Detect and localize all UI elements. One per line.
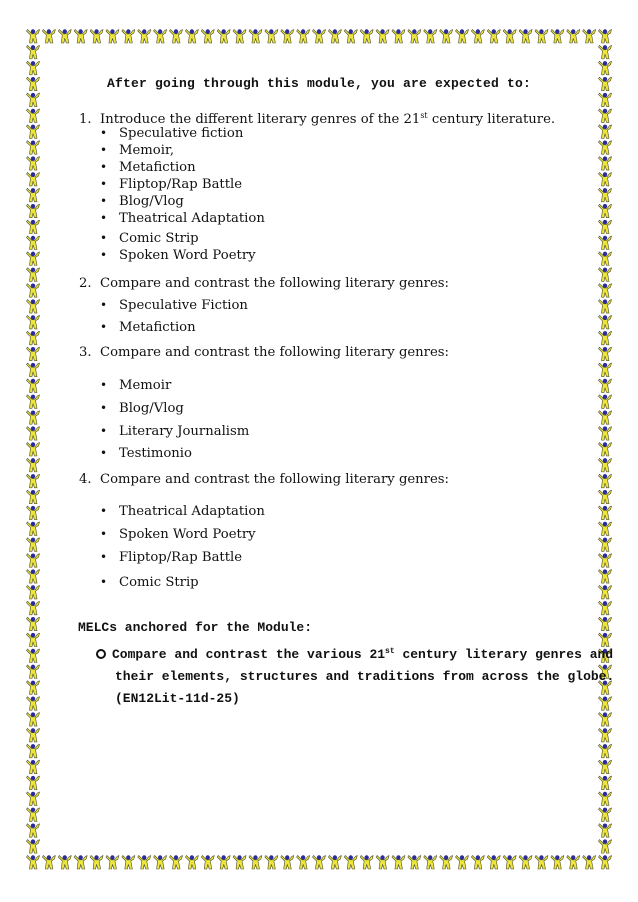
bullet-icon: • [100, 320, 108, 334]
objective-text: Compare and contrast the following literary genres: [100, 276, 449, 291]
bullet-icon: • [100, 424, 108, 438]
genre-label: Fliptop/Rap Battle [119, 177, 243, 192]
genre-label: Memoir, [119, 143, 175, 158]
genre-label: Speculative Fiction [119, 298, 248, 313]
list-item [100, 320, 196, 335]
melc-text: Compare and contrast the various 21 [112, 647, 386, 662]
list-item [100, 378, 171, 393]
list-item [100, 126, 243, 141]
bullet-icon: • [100, 194, 108, 208]
genre-label: Comic Strip [119, 575, 199, 590]
genre-label: Theatrical Adaptation [119, 504, 265, 519]
bullet-icon: • [100, 248, 108, 262]
objective-1 [79, 111, 555, 127]
list-item [100, 527, 256, 542]
bullet-icon: • [100, 550, 108, 564]
melc-text-end: century literary genres and [394, 647, 614, 662]
bullet-icon: • [100, 504, 108, 518]
objective-text: Compare and contrast the following literary genres: [100, 472, 449, 487]
objective-4 [79, 472, 449, 487]
list-item [100, 248, 256, 263]
genre-label: Literary Journalism [119, 424, 250, 439]
melc-line-1 [96, 641, 614, 666]
objective-2 [79, 276, 449, 291]
genre-label: Testimonio [119, 446, 192, 461]
genre-label: Memoir [119, 378, 172, 393]
list-item [100, 160, 196, 175]
melc-line-2: their elements, structures and traditions from across the globe. [115, 669, 615, 684]
genre-label: Blog/Vlog [119, 194, 184, 209]
genre-label: Metafiction [119, 320, 196, 335]
list-item [100, 446, 192, 461]
bullet-icon: • [100, 126, 108, 140]
objective-number: 3. [79, 345, 92, 360]
bullet-icon: • [100, 143, 108, 157]
objective-text-end: century literature. [427, 112, 556, 127]
genre-label: Speculative fiction [119, 126, 244, 141]
list-item [100, 298, 248, 313]
bullet-icon: • [100, 446, 108, 460]
bullet-icon: • [100, 378, 108, 392]
bullet-icon: • [100, 527, 108, 541]
list-item [100, 211, 265, 226]
melc-competency [96, 641, 615, 710]
list-item [100, 504, 265, 519]
objective-number: 1. [79, 112, 92, 127]
genre-label: Comic Strip [119, 231, 199, 246]
list-item [100, 194, 184, 209]
list-item [100, 231, 199, 246]
genre-label: Blog/Vlog [119, 401, 184, 416]
bullet-icon: • [100, 231, 108, 245]
hollow-circle-bullet-icon [96, 649, 106, 659]
genre-label: Metafiction [119, 160, 196, 175]
bullet-icon: • [100, 575, 108, 589]
list-item [100, 143, 174, 158]
ordinal-suffix: st [420, 111, 428, 120]
list-item [100, 424, 249, 439]
genre-label: Fliptop/Rap Battle [119, 550, 243, 565]
genre-label: Spoken Word Poetry [119, 248, 256, 263]
objectives-heading: After going through this module, you are expected to: [106, 76, 532, 91]
ordinal-suffix: st [385, 647, 395, 656]
bullet-icon: • [100, 211, 108, 225]
melc-code: (EN12Lit-11d-25) [115, 691, 240, 706]
list-item [100, 550, 242, 565]
list-item [100, 401, 184, 416]
bullet-icon: • [100, 401, 108, 415]
list-item [100, 177, 242, 192]
objective-number: 2. [79, 276, 92, 291]
bullet-icon: • [100, 298, 108, 312]
objective-number: 4. [79, 472, 92, 487]
objective-3 [79, 345, 449, 360]
list-item [100, 575, 199, 590]
genre-label: Theatrical Adaptation [119, 211, 265, 226]
bullet-icon: • [100, 177, 108, 191]
bullet-icon: • [100, 160, 108, 174]
objective-text: Introduce the different literary genres of the 21 [100, 112, 421, 127]
melc-title: MELCs anchored for the Module: [78, 620, 313, 635]
genre-label: Spoken Word Poetry [119, 527, 256, 542]
objective-text: Compare and contrast the following literary genres: [100, 345, 449, 360]
